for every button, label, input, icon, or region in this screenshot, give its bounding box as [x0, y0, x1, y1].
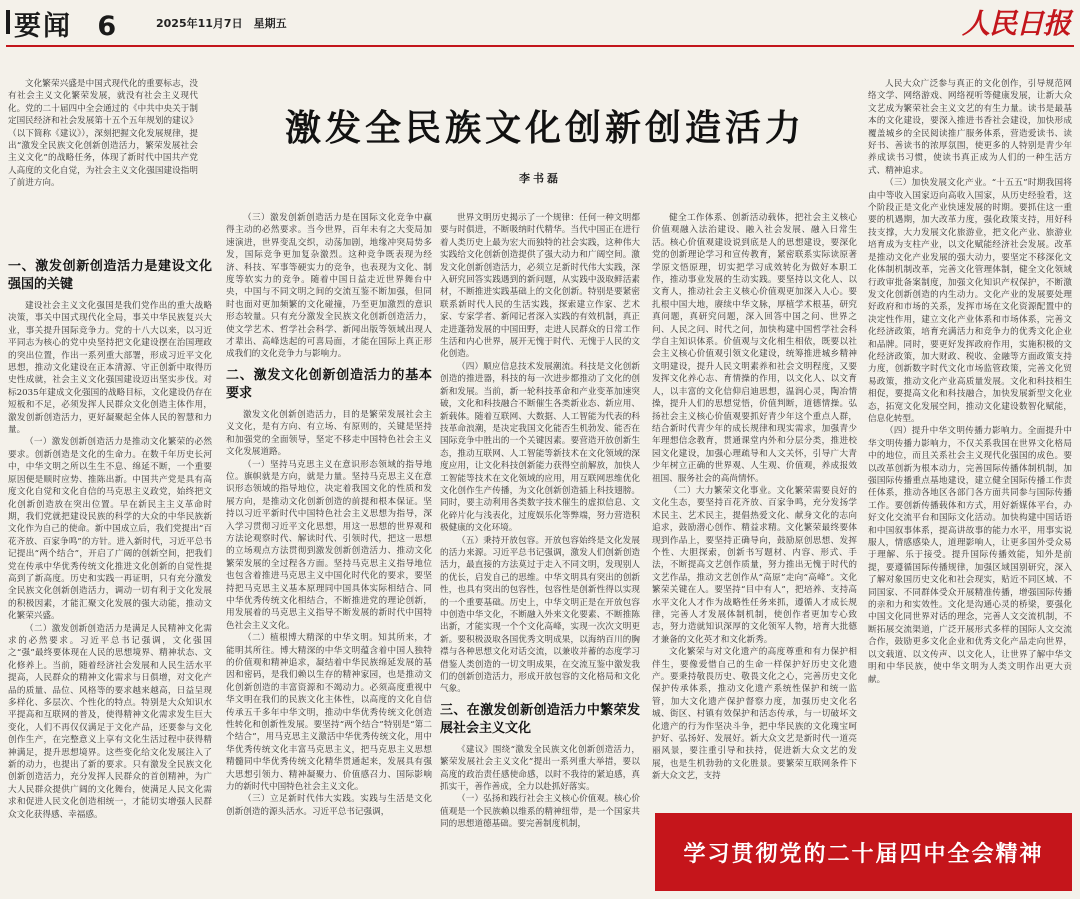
paragraph: 文化繁荣与对文化遗产的高度尊重和有力保护相伴生，要像爱惜自己的生命一样保护好历史文化遗产。要秉持敬畏历史、敬畏文化之心，完善历史文化保护传承体系，推动文化遗产系统性保护和统一监管，加大文化遗产保护督察力度，加强历史文化名城、街区、村镇有效保护和活态传承，与一切破坏文化遗产的行为作坚决斗争，把中华民族的文化瑰宝呵护好、弘扬好、发展好。新大众文艺是新时代一道亮丽风景，要注重引导和扶持，促进新大众文艺的发展，也是生机勃勃的文化胜景。要繁荣互联网条件下新大众文艺，支持 [652, 647, 857, 782]
column-2 [226, 212, 432, 892]
newspaper-logo: 人民日报 [961, 7, 1070, 40]
series-banner-text: 学习贯彻党的二十届四中全会精神 [683, 841, 1044, 867]
article-title: 激发全民族文化创新创造活力 [284, 108, 805, 149]
header-rule [6, 45, 1074, 47]
column-4 [652, 212, 857, 808]
paragraph: （二）植根博大精深的中华文明。知其所来，才能明其所往。博大精深的中华文明蕴含着中国人独特的价值观和精神追求，凝结着中华民族绵延发展的基因和密码，是我们赖以生存的精神家园，也是推动文化创新创造的丰富资源和不竭动力。必须高度重视中华文明在我们的民族文化主体性，以高度的文化自信传承五千多年中华文明，推动中华优秀传统文化创造性转化和创新性发展。要坚持“两个结合”特别是“第二个结合”，用马克思主义激活中华优秀传统文化，用中华优秀传统文化丰富马克思主义，把马克思主义思想精髓同中华优秀传统文化精华贯通起来，发展具有强大思想引领力、精神凝聚力、价值感召力、国际影响力的新时代中国特色社会主义文化。 [226, 633, 432, 793]
section-bar [6, 10, 10, 34]
paragraph: （一）激发创新创造活力是推动文化繁荣的必然要求。创新创造是文化的生命力。在数千年历史长河中，中华文明之所以生生不息、绵延不断，一个重要原因便是顺时应势、推陈出新。中国共产党是具有高度文化自觉和文化自信的马克思主义政党，始终把文化创新创造放在突出位置。早在新民主主义革命时期，我们党就把建设民族的科学的大众的中华民族新文化作为自己的使命。新中国成立后，我们党提出“百花齐放、百家争鸣”的方针。进入新时代，习近平总书记提出“两个结合”，开启了广阔的创新空间，把我们党在传承中华优秀传统文化推进文化创新的自觉性提高到了新高度。历史和实践一再证明，只有充分激发全民族文化创新创造活力，调动一切有利于文化发展的积极因素，才能汇聚文化发展的强大动能，推动文化繁荣兴盛。 [8, 437, 212, 622]
paragraph: （三）加快发展文化产业。“十五五”时期我国将由中等收入国家迈向高收入国家，从历史经验看，这个阶段正是文化产业快速发展的时期。要抓住这一重要的机遇期，加大改革力度，强化政策支持，用好科技支撑，大力发展文化旅游业，把文化产业、旅游业培育成为支柱产业，以文化赋能经济社会发展。改革是推动文化产业发展的强大动力，要坚定不移深化文化体制机制改革，完善文化管理体制，健全文化领域行政审批备案制度，加强文化知识产权保护，不断激发文化创新创造的内生动力。文化产业的发展要处理好政府和市场的关系，发挥市场在文化资源配置中的决定性作用，建立文化产业体系和市场体系，完善文化经济政策，培育充满活力和竞争力的优秀文化企业和品牌。同时，要更好发挥政府作用，实施积极的文化经济政策，加大财政、税收、金融等方面政策支持力度，创新数字时代文化市场监管政策，完善文化贸易政策，推动文化产业高质量发展。文化和科技相生相促，要提高文化和科技融合，加快发展新型文化业态，拓宽文化发展空间，推动文化建设数智化赋能，信息化转型。 [868, 178, 1072, 424]
paragraph: 建设社会主义文化强国是我们党作出的重大战略决策，事关中国式现代化全局，事关中华民族复兴大业，事关提升国际竞争力。党的十八大以来，以习近平同志为核心的党中央坚持把文化建设摆在治国理政的突出位置，作出一系列重大部署，形成习近平文化思想，推动文化建设在正本清源、守正创新中取得历史性成就，社会主义文化强国建设迈出坚实步伐。对标2035年建成文化强国的战略目标，文化建设仍存在短板和不足，必须发挥人民群众文化创造主体作用，激发创新创造活力，更好凝聚起全体人民的智慧和力量。 [8, 301, 212, 436]
paragraph: （二）激发创新创造活力是满足人民精神文化需求的必然要求。习近平总书记强调，文化强国之“强”最终要体现在人民的思想境界、精神状态、文化修养上。当前，随着经济社会发展和人民生活水平提高，人民群众的精神文化需求与日俱增，对文化产品的质量、品位、风格等的要求越来越高，日益呈现多样化、多层次、个性化的特点。特别是大众知识水平提高和互联网的普及，使得精神文化需求发生巨大变化，人们不再仅仅满足于文化产品，还要参与文化创作生产，在完整意义上享有文化生活过程中获得精神满足，提升思想境界。这些变化给文化发展注入了新的动力，也提出了新的要求。只有激发全民族文化创新创造活力，充分发挥人民群众的首创精神，为广大人民群众提供广阔的文化舞台，使满足人民文化需求和促进人民文化创造相统一，才能切实增强人民群众文化获得感、幸福感。 [8, 623, 212, 820]
section-title [14, 4, 118, 43]
paragraph: （二）大力繁荣文化事业。文化繁荣需要良好的文化生态，要坚持百花齐放、百家争鸣，充分发扬学术民主、艺术民主，提倡热爱文化、献身文化的志向追求，鼓励潜心创作、精益求精。文化繁荣最终要体现到作品上，要坚持正确导向，鼓励原创思想、发挥个性、大胆探索，创新书写题材、内容、形式、手法，不断提高文艺创作质量，努力推出无愧于时代的文艺作品，推动文艺创作从“高原”走向“高峰”。文化繁荣关键在人。要坚持“目中有人”，把培养、支持高水平文化人才作为战略性任务来抓，遵循人才成长规律，完善人才发展体制机制，使创作者更加专心致志，努力造就知识深厚的文化领军人物，培育大批德才兼备的文化英才和文化新秀。 [652, 485, 857, 645]
paragraph: （四）提升中华文明传播力影响力。全面提升中华文明传播力影响力，不仅关系我国在世界文化格局中的地位，而且关系社会主义现代化强国的成色。要以改革创新为根本动力，完善国际传播体制机制，加强国际传播重点基地建设，建立健全国际传播工作责任体系，推动各地区各部门各方面共同参与国际传播工作。要创新传播载体和方式，用好新媒体平台，办好文化交流平台和国际文化活动。加快构建中国话语和中国叙事体系，提高讲故事的能力水平，用事实说服人，情感感染人，道理影响人，让更多国外受众易于理解、乐于接受。提升国际传播效能，知外是前提，要遵循国际传播规律，加强区域国别研究，深入了解对象国历史文化和社会现实，贴近不同区域、不同国家、不同群体受众开展精准传播，增强国际传播的亲和力和实效性。文化是沟通心灵的桥梁，要强化中国文化同世界对话的理念，完善人文交流机制，不断拓展交流渠道，广泛开展形式多样的国际人文交流合作，鼓励更多文化企业和优秀文化产品走向世界，以文载道、以文传声、以文化人，让世界了解中华文明和中华民族，使中华文明为人类文明作出更大贡献。 [868, 426, 1072, 685]
column-1-top [8, 78, 198, 250]
page-header [0, 0, 1080, 46]
paragraph: （一）弘扬和践行社会主义核心价值观。核心价值观是一个民族赖以维系的精神纽带，是一个国家共同的思想道德基础。要完善制度机制， [440, 794, 640, 830]
paragraph: 人民大众广泛参与真正的文化创作，引导规范网络文学、网络游戏、网络视听等健康发展，让新大众文艺成为繁荣社会主义文艺的有生力量。读书是最基本的文化建设，要深入推进书香社会建设，加快形成覆盖城乡的全民阅读推广服务体系，营造爱读书、读好书、善读书的浓厚氛围，使更多的人特别是青少年养成读书习惯，使读书真正成为人们的一种生活方式、精神追求。 [868, 79, 1072, 176]
column-3 [440, 212, 640, 892]
section-heading-1: 一、激发创新创造活力是建设文化强国的关键 [8, 259, 212, 292]
paragraph: （三）立足新时代伟大实践。实践与生活是文化创新创造的源头活水。习近平总书记强调， [226, 794, 432, 817]
article-author: 李书磊 [519, 172, 561, 185]
page-number: 6 [97, 11, 119, 42]
paragraph: （三）激发创新创造活力是在国际文化竞争中赢得主动的必然要求。当今世界，百年未有之大变局加速演进，世界变乱交织，动荡加剧，地缘冲突局势多发，国际竞争更加复杂激烈。这种竞争既表现为经济、科技、军事等硬实力的竞争，也表现为文化、制度等软实力的竞争。随着中国日益走近世界舞台中央，中国与不同文明之间的交流互鉴不断加强，但同时也面对更加频繁的文化碰撞，乃至更加激烈的意识形态较量。只有充分激发全民族文化创新创造活力，使文学艺术、哲学社会科学、新闻出版等领域出现人才辈出、高峰迭起的可喜局面，才能在国际上真正形成我们的文化竞争力与影响力。 [226, 213, 432, 360]
series-banner [655, 813, 1072, 891]
paragraph: （四）顺应信息技术发展潮流。科技是文化创新创造的推进器，科技的每一次进步都推动了文化的创新和发展。当前，新一轮科技革命和产业变革加速突破，文化和科技融合不断催生各类新业态、新应用、新载体。随着互联网、大数据、人工智能为代表的科技革命浪潮，是决定我国文化能否生机勃发、能否在国际竞争中胜出的一个关键因素。要营造开放创新生态，推动互联网、人工智能等新技术在文化领域的深度应用，让文化科技创新能力获得空前解放，加快人工智能等技术在文化领域的应用，用互联网思维优化文化创作生产传播，为文化创新创造插上科技翅膀。同时，要主动利用各类数字技术催生的虚拟信息、文化碎片化与浅表化，过度娱乐化等弊端，努力营造积极健康的文化环境。 [440, 361, 640, 534]
paragraph: （五）秉持开放包容。开放包容始终是文化发展的活力来源。习近平总书记强调，激发人们创新创造活力，最直接的方法莫过于走入不同文明，发现别人的优长，启发自己的思维。中华文明具有突出的创新性，也具有突出的包容性，包容性是创新性得以实现的一个重要基础。历史上，中华文明正是在开放包容中创造中华文化，不断融入外来文化要素、不断推陈出新，才能实现一个个文化高峰，实现一次次文明更新。要积极汲取各国优秀文明成果，以海纳百川的胸襟与各种思想文化对话交流，以兼收并蓄的态度学习借鉴人类创造的一切文明成果，在交流互鉴中激发我们的创新创造活力，形成开放包容的文化格局和文化气象。 [440, 535, 640, 695]
paragraph: 激发文化创新创造活力，目的是繁荣发展社会主义文化，是有方向、有立场、有原则的，关键是坚持和加强党的全面领导，坚定不移走中国特色社会主义文化发展道路。 [226, 409, 432, 458]
paragraph: 《建议》围绕“激发全民族文化创新创造活力，繁荣发展社会主义文化”提出一系列重大举措，要以高度的政治责任感使命感，以时不我待的紧迫感，真抓实干，善作善成，全力以赴抓好落实。 [440, 744, 640, 793]
column-5 [868, 78, 1072, 808]
section-heading-3: 三、在激发创新创造活力中繁荣发展社会主义文化 [440, 702, 640, 736]
column-1 [8, 252, 212, 892]
paragraph: （一）坚持马克思主义在意识形态领域的指导地位。旗帜就是方向，就是力量。坚持马克思主义在意识形态领域的指导地位，决定着我国文化的性质和发展方向，是推动文化创新创造的前提和根本保证。坚持以习近平新时代中国特色社会主义思想为指导，深入学习贯彻习近平文化思想，用这一思想的世界观和方法论观察时代、解读时代、引领时代，把这一思想的立场观点方法贯彻到激发创新创造活力、推动文化繁荣发展的全过程各方面。坚持马克思主义指导地位也包含着推进马克思主义中国化时代化的要求，要坚持把马克思主义基本原理同中国具体实际相结合、同中华优秀传统文化相结合，不断推进党的理论创新，用发展着的马克思主义指导不断发展的新时代中国特色社会主义文化。 [226, 459, 432, 631]
paragraph: 文化繁荣兴盛是中国式现代化的重要标志，没有社会主义文化繁荣发展，就没有社会主义现代化。党的二十届四中全会通过的《中共中央关于制定国民经济和社会发展第十五个五年规划的建议》（以下简称《建议》），深刻把握文化发展规律，提出“激发全民族文化创新创造活力，繁荣发展社会主义文化”的战略任务，体现了新时代中国共产党人高度的文化自觉，为社会主义文化强国建设指明了前进方向。 [8, 79, 198, 189]
paragraph: 健全工作体系、创新活动载体，把社会主义核心价值观融入法治建设、融入社会发展、融入日常生活。核心价值观建设说到底是人的思想建设，要深化党的创新理论学习和宣传教育，紧密联系实际读原著学原文悟原理，切实把学习成效转化为做好本职工作，推动事业发展的生动实践。要坚持以文化人、以文育人，推动社会主义核心价值观更加深入人心。要扎根中国大地，赓续中华文脉，厚植学术根基，研究真问题，真研究问题，深入回答中国之问、世界之问、人民之问、时代之问，加快构建中国哲学社会科学自主知识体系。价值观与文化相生相依，既要以社会主义核心价值观引领文化建设，统筹推进城乡精神文明建设，提升人民文明素养和社会文明程度，又要发挥文化养心志、育情操的作用，以文化人、以文育人，以丰富的文化信仰启迪思想，温润心灵，陶冶情操，提升人们的思想觉悟，价值判断，道德情操。弘扬社会主义核心价值观要抓好青少年这个重点人群，结合新时代青少年的成长规律和现实需求，加强青少年理想信念教育，贯通课堂内外和分层分类，推进校园文化建设，加强心理疏导和人文关怀，引导广大青少年树立正确的世界观、人生观、价值观，养成报效祖国、服务社会的高尚情怀。 [652, 213, 857, 484]
section-heading-2: 二、激发文化创新创造活力的基本要求 [226, 367, 432, 401]
paragraph: 世界文明历史揭示了一个规律：任何一种文明都要与时俱进，不断吸纳时代精华。当代中国正在进行着人类历史上最为宏大而独特的社会实践，这种伟大实践给文化创新创造提供了强大动力和广阔空间。激发文化创新创造活力，必须立足新时代伟大实践，深入研究回答实践遇到的新问题，从实践中汲取鲜活素材，不断推进实践基础上的文化创新。特别是要紧密联系新时代人民的生活实践，探索建立作家、艺术家、专家学者、新闻记者深入实践的有效机制，真正走进蓬勃发展的中国田野，走进人民群众的日常工作生活和内心世界，展开无愧于时代、无愧于人民的文化创造。 [440, 213, 640, 360]
issue-date: 2025年11月7日 星期五 [156, 17, 287, 30]
section-name: 要闻 [14, 11, 72, 42]
